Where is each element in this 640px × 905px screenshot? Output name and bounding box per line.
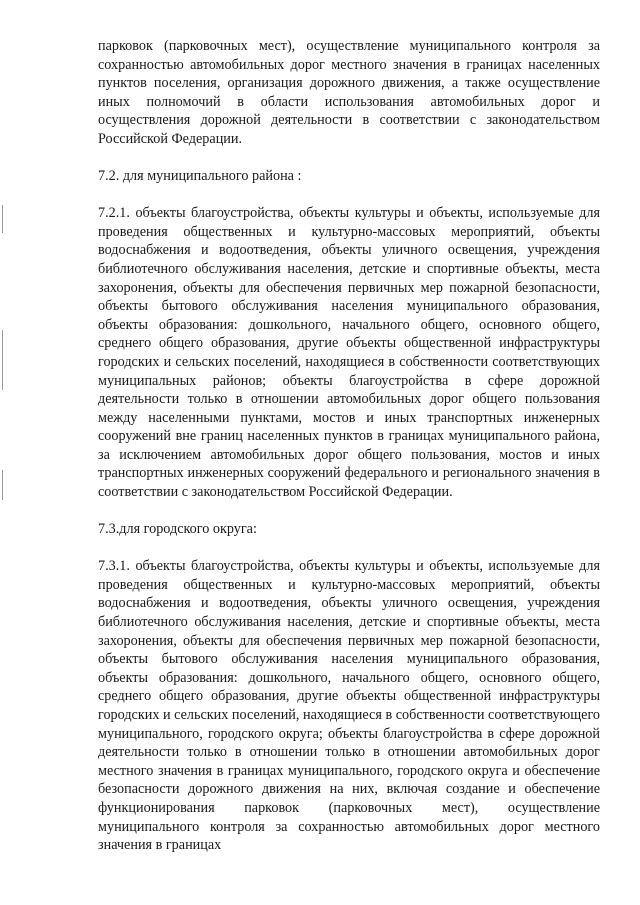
scan-edge-mark xyxy=(2,330,3,390)
scan-edge-mark xyxy=(2,470,3,500)
section-heading-7-2: 7.2. для муниципального района : xyxy=(98,167,302,184)
document-body xyxy=(98,37,600,855)
scan-edge-mark xyxy=(2,205,3,233)
clause-7-3-1: 7.3.1. объекты благоустройства, объекты культуры и объекты, используемые для проведения общественных и культурно-массовых мероприятий, объекты водоснабжения и водоотведения, объекты уличного освещения, учреждения библиотечного обслуживания населения, детские и спортивные объекты, места захоронения, объекты для обеспечения первичных мер пожарной безопасности, объекты бытового обслуживания населения муниципального образования, объекты образования: дошкольного, начального общего, основного общего, среднего общего образования, другие объекты общественной инфраструктуры городских и сельских поселений, находящиеся в собственности соответствующего муниципального, городского округа; объекты благоустройства в сфере дорожной деятельности только в отношении только в отношении автомобильных дорог местного значения в границах муниципального, городского округа и обеспечение безопасности дорожного движения на них, включая создание и обеспечение функционирования парковок (парковочных мест), осуществление муниципального контроля за сохранностью автомобильных дорог местного значения в границах xyxy=(98,558,600,854)
clause-7-2-1: 7.2.1. объекты благоустройства, объекты культуры и объекты, используемые для проведения общественных и культурно-массовых мероприятий, объекты водоснабжения и водоотведения, объекты уличного освещения, учреждения библиотечного обслуживания населения, детские и спортивные объекты, места захоронения, объекты для обеспечения первичных мер пожарной безопасности, объекты бытового обслуживания населения муниципального образования, объекты образования: дошкольного, начального общего, основного общего, среднего общего образования, другие объекты общественной инфраструктуры городских и сельских поселений, находящиеся в собственности соответствующих муниципальных районов; объекты благоустройства в сфере дорожной деятельности только в отношении автомобильных дорог общего пользования между населенными пунктами, мостов и иных транспортных инженерных сооружений вне границ населенных пунктов в границах муниципального района, за исключением автомобильных дорог общего пользования, мостов и иных транспортных инженерных сооружений федерального и регионального значения в соответствии с законодательством Российской Федерации. xyxy=(98,205,600,501)
continuation-paragraph: парковок (парковочных мест), осуществление муниципального контроля за сохранностью автомобильных дорог местного значения в границах населенных пунктов поселения, организация дорожного движения, а также осуществление иных полномочий в области использования автомобильных дорог и осуществления дорожной деятельности в соответствии с законодательством Российской Федерации. xyxy=(98,38,600,147)
section-heading-7-3: 7.3.для городского округа: xyxy=(98,520,257,537)
